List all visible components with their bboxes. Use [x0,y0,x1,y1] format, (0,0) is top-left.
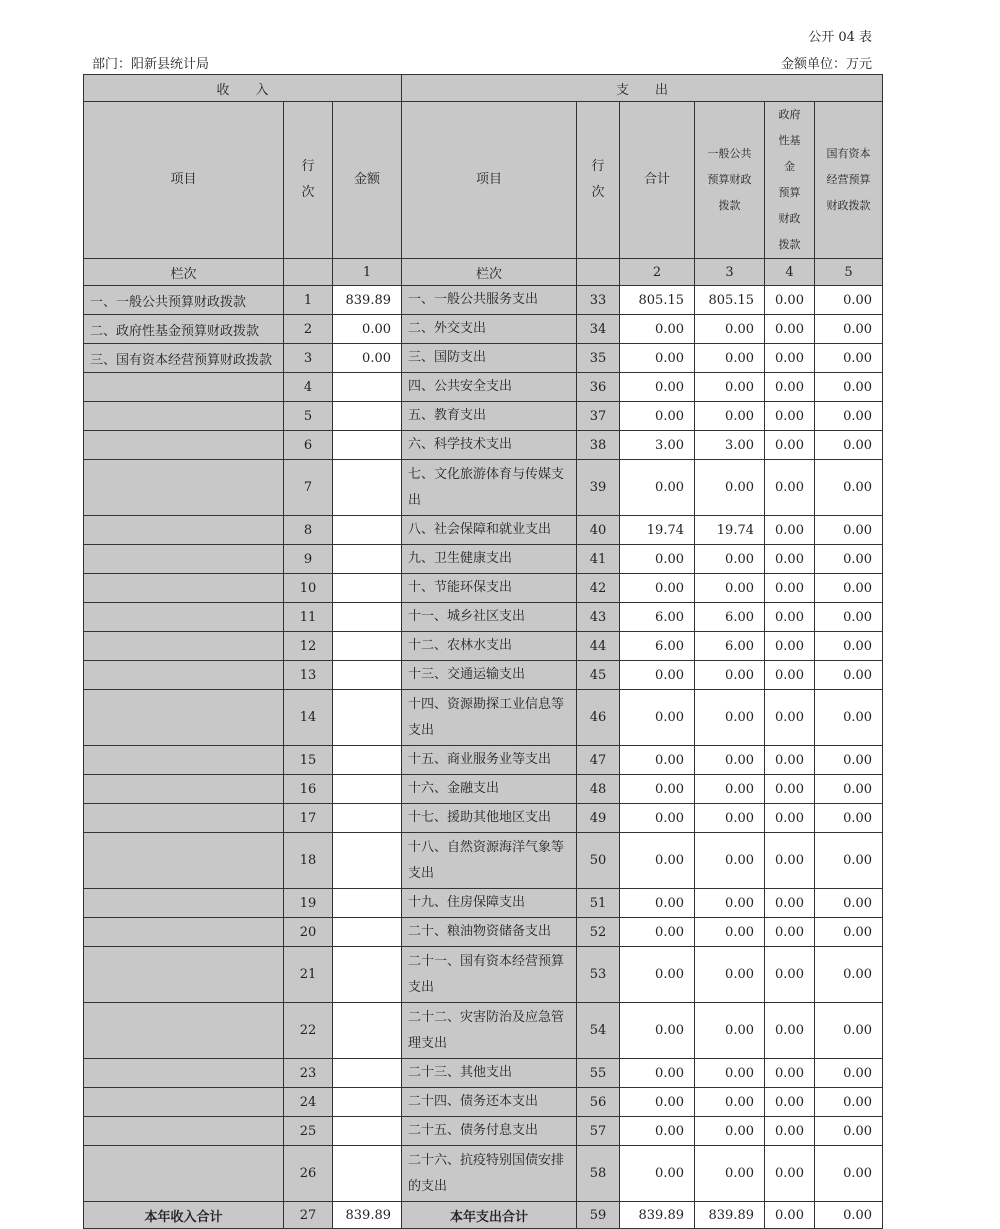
expense-line-no: 36 [577,373,620,402]
expense-general-budget: 0.00 [695,545,765,574]
income-line-no: 21 [284,947,333,1003]
expense-state-capital: 0.00 [815,833,883,889]
expense-line-no: 33 [577,286,620,315]
expense-general-budget: 0.00 [695,1146,765,1202]
expense-general-budget: 0.00 [695,661,765,690]
expense-gov-fund: 0.00 [765,947,815,1003]
expense-total-line: 59 [577,1202,620,1229]
expense-item: 十六、金融支出 [402,775,577,804]
table-row [84,947,883,1003]
income-amount [333,947,402,1003]
income-item [84,516,284,545]
expense-total: 0.00 [620,746,695,775]
expense-gov-fund: 0.00 [765,746,815,775]
expense-general-budget: 6.00 [695,603,765,632]
expense-line-no: 56 [577,1088,620,1117]
expense-gov-fund: 0.00 [765,286,815,315]
expense-col-empty [577,259,620,286]
expense-state-capital: 0.00 [815,947,883,1003]
income-line-no: 20 [284,918,333,947]
expense-gov-fund: 0.00 [765,1003,815,1059]
expense-state-capital: 0.00 [815,373,883,402]
form-number: 公开 04 表 [808,30,872,45]
expense-state-capital: 0.00 [815,1003,883,1059]
expense-state-capital: 0.00 [815,746,883,775]
expense-item: 二十五、债务付息支出 [402,1117,577,1146]
expense-total: 19.74 [620,516,695,545]
expense-total: 0.00 [620,402,695,431]
expense-item: 二十、粮油物资储备支出 [402,918,577,947]
expense-state-capital: 0.00 [815,775,883,804]
expense-total-header: 合计 [620,102,695,259]
expense-gov-fund: 0.00 [765,1088,815,1117]
income-item [84,402,284,431]
expense-section-header: 支 出 [402,75,883,102]
table-row [84,804,883,833]
expense-item: 十二、农林水支出 [402,632,577,661]
income-item [84,804,284,833]
expense-line-no: 42 [577,574,620,603]
expense-total: 0.00 [620,690,695,746]
expense-gov-fund: 0.00 [765,804,815,833]
expense-state-capital: 0.00 [815,1088,883,1117]
expense-line-no: 57 [577,1117,620,1146]
expense-total: 0.00 [620,344,695,373]
income-item [84,460,284,516]
expense-general-budget: 0.00 [695,947,765,1003]
income-amount [333,746,402,775]
table-row [84,1088,883,1117]
income-line-no: 11 [284,603,333,632]
expense-gov-fund: 0.00 [765,603,815,632]
income-section-header: 收 入 [84,75,402,102]
expense-line-no: 44 [577,632,620,661]
expense-total-capital: 0.00 [815,1202,883,1229]
expense-total-sum: 839.89 [620,1202,695,1229]
income-item [84,1003,284,1059]
income-line-no: 24 [284,1088,333,1117]
expense-total: 6.00 [620,632,695,661]
expense-gov-fund: 0.00 [765,1146,815,1202]
col-num-3: 3 [695,259,765,286]
income-amount [333,833,402,889]
income-line-no: 12 [284,632,333,661]
col-num-1: 1 [333,259,402,286]
expense-general-budget: 0.00 [695,1003,765,1059]
general-budget-header: 一般公共 预算财政 拨款 [695,102,765,259]
expense-line-no: 38 [577,431,620,460]
income-col-label: 栏次 [84,259,284,286]
expense-state-capital: 0.00 [815,574,883,603]
expense-gov-fund: 0.00 [765,690,815,746]
expense-item: 二十六、抗疫特别国债安排的支出 [402,1146,577,1202]
expense-gov-fund: 0.00 [765,431,815,460]
expense-general-budget: 0.00 [695,344,765,373]
amount-unit-label: 金额单位：万元 [780,57,872,72]
income-line-no: 19 [284,889,333,918]
expense-state-capital: 0.00 [815,315,883,344]
income-amount [333,1146,402,1202]
table-row [84,460,883,516]
expense-total: 0.00 [620,804,695,833]
expense-total: 0.00 [620,1003,695,1059]
expense-total: 0.00 [620,315,695,344]
expense-line-no: 37 [577,402,620,431]
expense-state-capital: 0.00 [815,690,883,746]
expense-state-capital: 0.00 [815,804,883,833]
expense-line-no: 51 [577,889,620,918]
expense-total: 6.00 [620,603,695,632]
income-item [84,431,284,460]
expense-line-no: 43 [577,603,620,632]
income-amount [333,661,402,690]
expense-item: 二十四、债务还本支出 [402,1088,577,1117]
table-row [84,1117,883,1146]
expense-item: 十七、援助其他地区支出 [402,804,577,833]
expense-total: 0.00 [620,574,695,603]
table-row [84,746,883,775]
expense-total: 805.15 [620,286,695,315]
income-line-no: 13 [284,661,333,690]
expense-state-capital: 0.00 [815,545,883,574]
income-amount: 0.00 [333,315,402,344]
income-total-label: 本年收入合计 [84,1202,284,1229]
income-line-no: 17 [284,804,333,833]
table-row [84,775,883,804]
expense-general-budget: 0.00 [695,804,765,833]
expense-gov-fund: 0.00 [765,775,815,804]
income-amount [333,603,402,632]
expense-general-budget: 0.00 [695,373,765,402]
expense-item: 二十三、其他支出 [402,1059,577,1088]
expense-general-budget: 0.00 [695,918,765,947]
expense-item: 十、节能环保支出 [402,574,577,603]
income-item [84,545,284,574]
income-line-no: 6 [284,431,333,460]
expense-gov-fund: 0.00 [765,918,815,947]
expense-gov-fund: 0.00 [765,833,815,889]
expense-total: 0.00 [620,661,695,690]
expense-gov-fund: 0.00 [765,1117,815,1146]
expense-line-no: 49 [577,804,620,833]
expense-item: 三、国防支出 [402,344,577,373]
table-row [84,603,883,632]
income-item [84,373,284,402]
expense-total: 0.00 [620,545,695,574]
expense-total: 0.00 [620,947,695,1003]
col-num-5: 5 [815,259,883,286]
table-row [84,661,883,690]
expense-general-budget: 0.00 [695,1117,765,1146]
expense-line-no: 46 [577,690,620,746]
income-item [84,1117,284,1146]
income-item [84,1088,284,1117]
expense-line-no: 50 [577,833,620,889]
table-row [84,344,883,373]
expense-gov-fund: 0.00 [765,344,815,373]
expense-line-no: 58 [577,1146,620,1202]
expense-total: 0.00 [620,460,695,516]
expense-total: 0.00 [620,889,695,918]
expense-total: 0.00 [620,1146,695,1202]
income-amount [333,775,402,804]
expense-state-capital: 0.00 [815,402,883,431]
expense-gov-fund: 0.00 [765,516,815,545]
table-row [84,1146,883,1202]
col-num-2: 2 [620,259,695,286]
expense-total-label: 本年支出合计 [402,1202,577,1229]
table-row [84,574,883,603]
income-line-no: 8 [284,516,333,545]
table-row [84,431,883,460]
expense-line-no: 34 [577,315,620,344]
expense-gov-fund: 0.00 [765,402,815,431]
income-item [84,603,284,632]
income-item [84,918,284,947]
income-amount [333,402,402,431]
budget-table [83,74,883,1229]
income-item: 二、政府性基金预算财政拨款 [84,315,284,344]
expense-general-budget: 0.00 [695,1059,765,1088]
income-line-no: 3 [284,344,333,373]
expense-item: 五、教育支出 [402,402,577,431]
income-amount [333,431,402,460]
table-row [84,1059,883,1088]
expense-gov-fund: 0.00 [765,545,815,574]
table-row [84,516,883,545]
expense-line-no: 52 [577,918,620,947]
table-row [84,1003,883,1059]
expense-item: 十八、自然资源海洋气象等支出 [402,833,577,889]
expense-item: 二、外交支出 [402,315,577,344]
income-line-no: 5 [284,402,333,431]
expense-gov-fund: 0.00 [765,574,815,603]
income-col-empty [284,259,333,286]
expense-total-fund: 0.00 [765,1202,815,1229]
expense-line-header: 行 次 [577,102,620,259]
expense-item: 十五、商业服务业等支出 [402,746,577,775]
expense-general-budget: 805.15 [695,286,765,315]
expense-total: 0.00 [620,833,695,889]
table-row [84,918,883,947]
income-item [84,690,284,746]
expense-state-capital: 0.00 [815,516,883,545]
expense-general-budget: 0.00 [695,315,765,344]
expense-item: 十一、城乡社区支出 [402,603,577,632]
income-amount-header: 金额 [333,102,402,259]
expense-general-budget: 0.00 [695,889,765,918]
expense-gov-fund: 0.00 [765,315,815,344]
income-item [84,889,284,918]
expense-state-capital: 0.00 [815,1117,883,1146]
expense-general-budget: 0.00 [695,833,765,889]
income-line-no: 18 [284,833,333,889]
expense-total: 0.00 [620,373,695,402]
expense-state-capital: 0.00 [815,918,883,947]
expense-line-no: 53 [577,947,620,1003]
expense-item: 二十二、灾害防治及应急管理支出 [402,1003,577,1059]
income-line-no: 23 [284,1059,333,1088]
expense-general-budget: 6.00 [695,632,765,661]
income-line-no: 25 [284,1117,333,1146]
income-item [84,661,284,690]
income-amount [333,1003,402,1059]
expense-item: 十四、资源勘探工业信息等支出 [402,690,577,746]
expense-general-budget: 0.00 [695,775,765,804]
expense-general-budget: 0.00 [695,690,765,746]
income-amount [333,804,402,833]
expense-item: 十九、住房保障支出 [402,889,577,918]
income-line-no: 26 [284,1146,333,1202]
table-row [84,315,883,344]
expense-gov-fund: 0.00 [765,661,815,690]
income-line-no: 22 [284,1003,333,1059]
income-item [84,775,284,804]
table-row [84,402,883,431]
expense-item: 六、科学技术支出 [402,431,577,460]
income-item [84,833,284,889]
expense-item-header: 项目 [402,102,577,259]
income-amount: 0.00 [333,344,402,373]
gov-fund-header: 政府 性基 金 预算 财政 拨款 [765,102,815,259]
department-label: 部门：阳新县统计局 [92,57,210,72]
expense-general-budget: 3.00 [695,431,765,460]
expense-general-budget: 0.00 [695,460,765,516]
expense-general-budget: 0.00 [695,402,765,431]
income-line-no: 14 [284,690,333,746]
table-row [84,690,883,746]
expense-gov-fund: 0.00 [765,460,815,516]
expense-col-label: 栏次 [402,259,577,286]
income-amount [333,460,402,516]
income-line-no: 16 [284,775,333,804]
table-row [84,889,883,918]
income-amount: 839.89 [333,286,402,315]
expense-state-capital: 0.00 [815,889,883,918]
expense-line-no: 39 [577,460,620,516]
income-item: 三、国有资本经营预算财政拨款 [84,344,284,373]
expense-general-budget: 0.00 [695,574,765,603]
state-capital-header: 国有资本 经营预算 财政拨款 [815,102,883,259]
expense-general-budget: 0.00 [695,1088,765,1117]
income-amount [333,1059,402,1088]
income-amount [333,1117,402,1146]
expense-general-budget: 19.74 [695,516,765,545]
expense-gov-fund: 0.00 [765,632,815,661]
expense-state-capital: 0.00 [815,431,883,460]
expense-line-no: 55 [577,1059,620,1088]
expense-general-budget: 0.00 [695,746,765,775]
table-row [84,286,883,315]
income-amount [333,918,402,947]
expense-state-capital: 0.00 [815,1146,883,1202]
table-row [84,833,883,889]
income-item-header: 项目 [84,102,284,259]
expense-total: 0.00 [620,1117,695,1146]
income-line-no: 2 [284,315,333,344]
income-amount [333,889,402,918]
expense-item: 一、一般公共服务支出 [402,286,577,315]
income-item [84,746,284,775]
expense-total: 3.00 [620,431,695,460]
income-item: 一、一般公共预算财政拨款 [84,286,284,315]
income-line-no: 4 [284,373,333,402]
income-amount [333,632,402,661]
income-amount [333,545,402,574]
expense-item: 十三、交通运输支出 [402,661,577,690]
income-line-no: 7 [284,460,333,516]
income-amount [333,690,402,746]
expense-state-capital: 0.00 [815,632,883,661]
expense-gov-fund: 0.00 [765,889,815,918]
expense-state-capital: 0.00 [815,603,883,632]
income-item [84,1146,284,1202]
expense-total: 0.00 [620,918,695,947]
expense-item: 七、文化旅游体育与传媒支出 [402,460,577,516]
expense-total: 0.00 [620,775,695,804]
expense-state-capital: 0.00 [815,286,883,315]
expense-line-no: 48 [577,775,620,804]
expense-state-capital: 0.00 [815,460,883,516]
income-line-no: 15 [284,746,333,775]
income-amount [333,574,402,603]
income-item [84,947,284,1003]
expense-total-general: 839.89 [695,1202,765,1229]
income-total-amount: 839.89 [333,1202,402,1229]
expense-state-capital: 0.00 [815,344,883,373]
expense-item: 二十一、国有资本经营预算支出 [402,947,577,1003]
table-row [84,545,883,574]
col-num-4: 4 [765,259,815,286]
income-line-no: 9 [284,545,333,574]
expense-state-capital: 0.00 [815,661,883,690]
expense-line-no: 41 [577,545,620,574]
income-line-no: 1 [284,286,333,315]
income-item [84,632,284,661]
expense-state-capital: 0.00 [815,1059,883,1088]
expense-item: 九、卫生健康支出 [402,545,577,574]
expense-gov-fund: 0.00 [765,1059,815,1088]
table-row [84,373,883,402]
income-amount [333,1088,402,1117]
table-row [84,632,883,661]
expense-gov-fund: 0.00 [765,373,815,402]
expense-item: 八、社会保障和就业支出 [402,516,577,545]
expense-item: 四、公共安全支出 [402,373,577,402]
expense-total: 0.00 [620,1088,695,1117]
income-amount [333,516,402,545]
expense-line-no: 47 [577,746,620,775]
income-item [84,574,284,603]
expense-line-no: 54 [577,1003,620,1059]
expense-line-no: 45 [577,661,620,690]
income-amount [333,373,402,402]
expense-total: 0.00 [620,1059,695,1088]
income-line-header: 行 次 [284,102,333,259]
expense-line-no: 40 [577,516,620,545]
expense-line-no: 35 [577,344,620,373]
income-total-line: 27 [284,1202,333,1229]
income-line-no: 10 [284,574,333,603]
income-item [84,1059,284,1088]
